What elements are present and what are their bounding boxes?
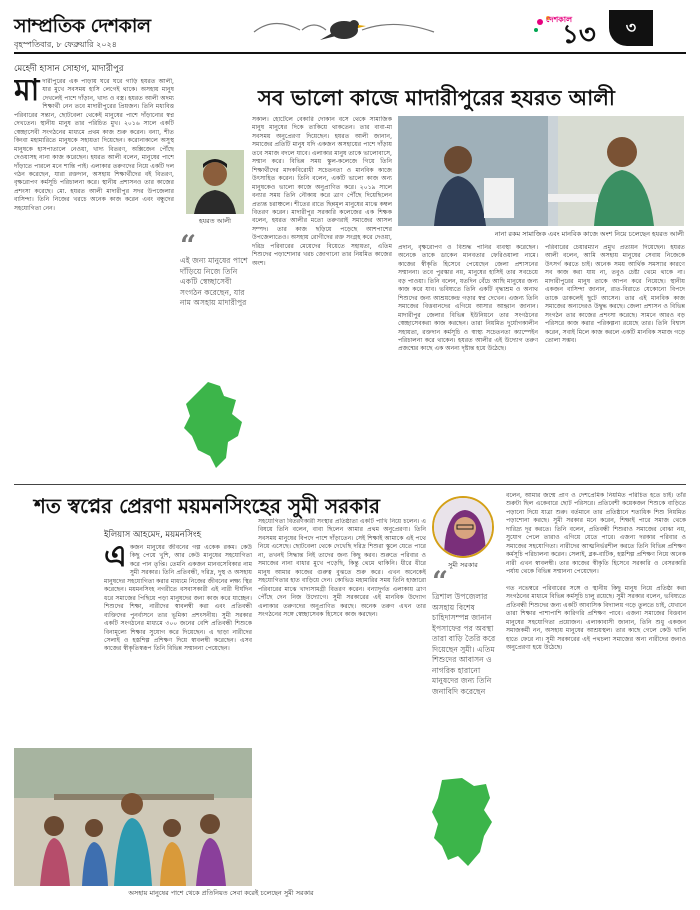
anniversary-number: ১৩ xyxy=(562,20,596,50)
story2-col1-text: কজন মানুষের জীবনের গল্প একেক রকম। কেউ কিছু পেয়ে খুশি, আর কেউ মানুষের সহযোগিতা করে পান তৃপ্তি। তেমনি একজন মানবসেবিকার নাম সুমী সরকার। তিনি প্রতিবন্ধী, দরিদ্র, দুস্থ ও অসহায় মানুষদের সহযোগিতা করার মাধ্যমে নিজের জীবনের লক্ষ্য স্থির করেছেন। ময়মনসিংহ নগরীতে বসবাসকারী এই নারী দীর্ঘদিন ধরে সমাজের পিছিয়ে পড়া মানুষদের জন্য কাজ করে যাচ্ছেন। শিশুদের শিক্ষা, নারীদের স্বাবলম্বী করা এবং প্রতিবন্ধী ব্যক্তিদের পুনর্বাসনে তার ভূমিকা প্রশংসনীয়। সুমী সরকার একটি সংগঠনের মাধ্যমে ৩০০ জনের বেশি প্রতিবন্ধী শিশুকে বিনামূল্যে শিক্ষার সুযোগ করে দিয়েছেন। এ ছাড়া নারীদের সেলাই ও হস্তশিল্প প্রশিক্ষণ দিয়ে স্বাবলম্বী করেছেন। এসব কাজের স্বীকৃতিস্বরূপ তিনি বিভিন্ন সম্মাননা পেয়েছেন। xyxy=(104,544,252,653)
story2-byline: ইলিয়াস আহমেদ, ময়মনসিংহ xyxy=(104,530,202,540)
publication-date: বৃহস্পতিবার, ৮ ফেব্রুয়ারি ২০২৪ xyxy=(14,40,117,49)
story1-column-3 xyxy=(398,244,538,480)
story2-photo xyxy=(14,748,252,886)
newspaper-name: সাম্প্রতিক দেশকাল xyxy=(14,15,151,37)
story2-photo-caption: অসহায় মানুষের পাশে থেকে প্রতিনিয়ত সেবা করেই চলেছেন সুমী সরকার xyxy=(128,889,314,897)
page-number: ৩ xyxy=(609,10,653,46)
story1-pull-quote-text: এই জন্য মানুষের পাশে দাঁড়িয়ে নিজে তিনি একটি স্বেচ্ছাসেবী সংগঠন করেছেন, যার নাম অসহায় মাদারীপুর xyxy=(180,256,248,307)
story2-portrait-name: সুমী সরকার xyxy=(448,561,478,569)
story1-column-4 xyxy=(545,244,685,480)
story1-portrait xyxy=(186,150,244,214)
section-divider xyxy=(14,484,686,485)
story1-col3-text: প্রদান, বৃক্ষরোপণ ও বিশুদ্ধ পানির ব্যবস্থা করেছেন। অনেকে তাকে ডাকেন মানবতার ফেরিওয়ালা নামে। কাজের স্বীকৃতি হিসেবে পেয়েছেন জেলা প্রশাসনের সম্মাননা। তবে পুরস্কার নয়, মানুষের হাসিই তার সবচেয়ে বড় পাওয়া। তিনি বলেন, যতদিন বেঁচে আছি মানুষের জন্য কাজ করে যাব। ভবিষ্যতে তিনি একটি বৃদ্ধাশ্রম ও অনাথ শিশুদের জন্য আশ্রয়কেন্দ্র গড়ার স্বপ্ন দেখেন। এজন্য তিনি সমাজের বিত্তবানদের এগিয়ে আসার আহ্বান জানান। মাদারীপুর জেলার বিভিন্ন ইউনিয়নে তার সংগঠনের স্বেচ্ছাসেবকরা কাজ করছেন। তারা নিয়মিত দুর্যোগকালীন সহায়তা, রক্তদান কর্মসূচি ও স্বাস্থ্য সচেতনতা ক্যাম্পেইন পরিচালনা করে থাকেন। হযরত আলীর এই উদ্যোগ তরুণ প্রজন্মের কাছে এক অনন্য দৃষ্টান্ত হয়ে উঠেছে। xyxy=(398,244,538,353)
story1-column-2 xyxy=(252,116,392,480)
story1-col2-text: সকাল। হোটেলে বেকারি দোকান বসে থেকে সামাজিক মানুষ মানুষের দিকে তাকিয়ে থাকতেন। তার বাবা-মা সবসময় অনুপ্রেরণা দিয়েছেন। হযরত আলী জানান, সমাজের প্রতিটি মানুষ যদি একজন অসহায়ের পাশে দাঁড়ায় তবে সমাজ বদলে যাবে। এলাকার মানুষ তাকে ভালোবাসে, সম্মান করে। বিভিন্ন সময় স্কুল-কলেজে গিয়ে তিনি শিক্ষার্থীদের মাদকবিরোধী সচেতনতা ও মানবিক কাজে উৎসাহিত করেন। তিনি বলেন, একটি ভালো কাজ অন্য মানুষকেও ভালো কাজে অনুপ্রাণিত করে। ২০১৯ সালে বন্যার সময় তিনি নৌকায় করে ত্রাণ পৌঁছে দিয়েছিলেন প্রত্যন্ত চরাঞ্চলে। শীতের রাতে ছিন্নমূল মানুষের মাঝে কম্বল বিতরণ করেন। মাদারীপুর সরকারি কলেজের এক শিক্ষক বলেন, হযরত আলীর মতো তরুণরাই সমাজের আসল সম্পদ। তার কাজ ছড়িয়ে পড়েছে আশপাশের উপজেলাতেও। অসহায় রোগীদের রক্ত সংগ্রহ করে দেওয়া, দরিদ্র পরিবারের মেয়েদের বিয়েতে সহায়তা, এতিম শিশুদের পড়াশোনার খরচ জোগানো তার নিয়মিত কাজের অংশ। xyxy=(252,116,392,267)
story2-pull-quote-text: ত্রিশাল উপজেলার অসহায় বিশেষ চাহিদাসম্পন্ন জানান ইপসাফের পর অবস্থা তারা বাড়ি তৈরি করে দিয়েছেন সুমী। এতিম শিশুদের আবাসন ও নাগরিক হারানো মানুষদের জন্য তিনি জনাবিদি করেছেন xyxy=(432,592,496,696)
story1-byline: মেহেদী হাসান সোহাগ, মাদারীপুর xyxy=(14,64,124,74)
story2-dropcap: এ xyxy=(104,544,127,574)
story1-photo xyxy=(398,116,684,226)
story1-dropcap: মা xyxy=(14,78,40,108)
story2-column-1 xyxy=(104,544,252,748)
quote-mark-icon: “ xyxy=(432,565,449,598)
story1-headline: সব ভালো কাজে মাদারীপুরের হযরত আলী xyxy=(258,86,615,110)
anniversary-brand: দেশকাল xyxy=(546,15,573,24)
story1-col4-text: পরিবারের চেয়ারম্যান প্রমুখ প্রত্যয়ন দিয়েছেন। হযরত আলী বলেন, আমি অসহায় মানুষের সেবায় নিজেকে উৎসর্গ করতে চাই। অনেক সময় আর্থিক সমস্যার কারণে সব কাজ করা যায় না, তবুও চেষ্টা থেমে থাকে না। মাদারীপুরের মানুষ তাকে আপন করে নিয়েছে। স্থানীয় একজন বাসিন্দা জানান, রাত-বিরাতে যেকোনো বিপদে তাকে ডাকলেই ছুটে আসেন। তার এই মানবিক কাজ সমাজের অন্যদেরও উদ্বুদ্ধ করছে। জেলা প্রশাসন ও বিভিন্ন সংগঠন তার কাজের প্রশংসা করেছে। সামনে আরও বড় পরিসরে কাজ করার পরিকল্পনা রয়েছে তার। তিনি বিশ্বাস করেন, সবাই মিলে কাজ করলে একটি মানবিক সমাজ গড়ে তোলা সম্ভব। xyxy=(545,244,685,344)
story1-portrait-name: হযরত আলী xyxy=(199,217,231,225)
story2-column-3 xyxy=(506,492,686,890)
story2-col4-text: গত নভেম্বরে পরিবারের সঙ্গে ও স্থানীয় কিছু মানুষ নিয়ে প্রতিষ্ঠা করা সংগঠনের মাধ্যমে বিভিন্ন কর্মসূচি চালু রয়েছে। সুমী সরকার বলেন, ভবিষ্যতে প্রতিবন্ধী শিশুদের জন্য একটি আবাসিক বিদ্যালয় গড়ে তুলতে চাই, যেখানে তারা শিক্ষার পাশাপাশি কারিগরি প্রশিক্ষণ পাবে। এজন্য সমাজের বিত্তবান মানুষের সহযোগিতা প্রয়োজন। এলাকাবাসী জানান, তিনি শুধু একজন সমাজকর্মী নন, অসহায় মানুষের আশ্রয়স্থল। তার কাছে গেলে কেউ খালি হাতে ফেরে না। সুমী সরকারের এই পথচলা সমাজের অন্য নারীদের জন্যও অনুপ্রেরণা হয়ে উঠেছে। xyxy=(506,584,686,652)
bird-illustration xyxy=(244,10,444,48)
story1-pull-quote xyxy=(180,229,248,386)
story2-headline: শত স্বপ্নের প্রেরণা ময়মনসিংহের সুমী সরকার xyxy=(34,494,381,518)
story2-col3-text: বলেন, আমার জন্মে প্রাণ ও দেশপ্রেমিক নিয়মিত পরিচিত হতে চাই। তাঁর শুরুটা ছিল একেবারে ছোট পরিসরে। প্রতিবেশী কয়েকজন শিশুকে বাড়িতে পড়ানো দিয়ে যাত্রা শুরু। বর্তমানে তার প্রতিষ্ঠানে শতাধিক শিশু নিয়মিত পড়াশোনা করছে। সুমী সরকার মনে করেন, শিক্ষাই পারে সমাজ থেকে দারিদ্র্য দূর করতে। তিনি বলেন, প্রতিবন্ধী শিশুরাও সমাজের বোঝা নয়, সুযোগ পেলে তারাও এগিয়ে যেতে পারে। এজন্য দরকার পরিবার ও সমাজের সহযোগিতা। নারীদের আত্মনির্ভরশীল করতে তিনি বিভিন্ন প্রশিক্ষণ কর্মসূচি পরিচালনা করেন। সেলাই, ব্লক-বাটিক, হস্তশিল্প প্রশিক্ষণ নিয়ে অনেক নারী এখন স্বাবলম্বী। তার কাজের স্বীকৃতি হিসেবে সরকারি ও বেসরকারি পর্যায় থেকে বিভিন্ন সম্মাননা পেয়েছেন। xyxy=(506,492,686,576)
story1-column-1 xyxy=(14,78,174,498)
story1-col1-text: দারীপুরের এক পাড়ায় ঘরে ঘরে গাড়ি হযরত আলী, যার মুখে সবসময় হাসি লেগেই থাকে। অসহায় মানুষ দেখলেই পাশে দাঁড়ান, খাদ্য ও বস্ত্র। হযরত আলী অদম্য শিক্ষার্থী নেন তবে মাদারীপুরের প্রিয়জন। তিনি মধ্যবিত্ত পরিবারের সন্তান, ছোটবেলা থেকেই মানুষের পাশে দাঁড়ানোর স্বপ্ন দেখতেন। স্থানীয় মানুষ তার পরিচিত মুখ। ২০১৬ সালে একটি স্বেচ্ছাসেবী সংগঠনের মাধ্যমে প্রথম কাজ শুরু করেন। বন্যা, শীত কিংবা মহামারিতে মানুষকে সহায়তা দিয়েছেন। করোনাকালে অসুস্থ মানুষকে হাসপাতালে নেওয়া, খাদ্য বিতরণ, অক্সিজেন পৌঁছে দেওয়াসহ নানা কাজ করেছেন। হযরত আলী বলেন, মানুষের পাশে দাঁড়াতে পারলে মনে শান্তি পাই। এলাকার তরুণদের নিয়ে একটি দল গঠন করেছেন, যারা রক্তদান, অসহায় শিক্ষার্থীদের বই বিতরণ, বৃক্ষরোপণ কর্মসূচি পরিচালনা করে। স্থানীয় প্রশাসনও তার কাজের প্রশংসা করেছে। মো. হযরত আলী মাদারীপুর সদর উপজেলার বাসিন্দা। তিনি নিজের খরচে অনেক কাজ করেন এবং বন্ধুদের সহযোগিতা নেন। xyxy=(14,78,174,212)
madaripur-map xyxy=(180,380,250,472)
story2-portrait xyxy=(432,496,494,558)
quote-mark-icon: “ xyxy=(180,229,197,262)
story1-photo-caption: নানা রকম সামাজিক এবং মানবিক কাজে অংশ নিয়ে চলেছেন হযরত আলী xyxy=(494,230,684,238)
story2-column-2 xyxy=(258,518,426,890)
story2-col2-text: সহযোগিতা বিতরণকারী সংস্থার প্রতিষ্ঠাতা একটি পাখি নিয়ে চলেন। এ বিষয়ে তিনি বলেন, বাবা ছিলেন আমার প্রথম অনুপ্রেরণা। তিনি সবসময় মানুষের বিপদে পাশে দাঁড়াতেন। সেই শিক্ষাই আমাকে এই পথে নিয়ে এসেছে। ছোটবেলা থেকে দেখেছি দরিদ্র শিশুরা স্কুলে যেতে পারে না, তখনই সিদ্ধান্ত নিই তাদের জন্য কিছু করব। শুরুতে পরিবার ও সমাজের নানা বাধার মুখে পড়েছি, কিন্তু থেমে থাকিনি। ধীরে ধীরে মানুষ আমার কাজের গুরুত্ব বুঝতে শুরু করে। এখন অনেকেই সহযোগিতার হাত বাড়িয়ে দেন। কোভিড মহামারির সময় তিনি হাজারো পরিবারের মাঝে খাদ্যসামগ্রী বিতরণ করেন। বন্যাদুর্গত এলাকায় ত্রাণ পৌঁছে দেন নিজ উদ্যোগে। সুমী সরকারের এই মানবিক উদ্যোগ এলাকার তরুণদের অনুপ্রাণিত করছে। অনেক তরুণ এখন তার সংগঠনের সঙ্গে স্বেচ্ছাসেবক হিসেবে কাজ করছেন। xyxy=(258,518,426,618)
mymensingh-map xyxy=(428,776,498,870)
